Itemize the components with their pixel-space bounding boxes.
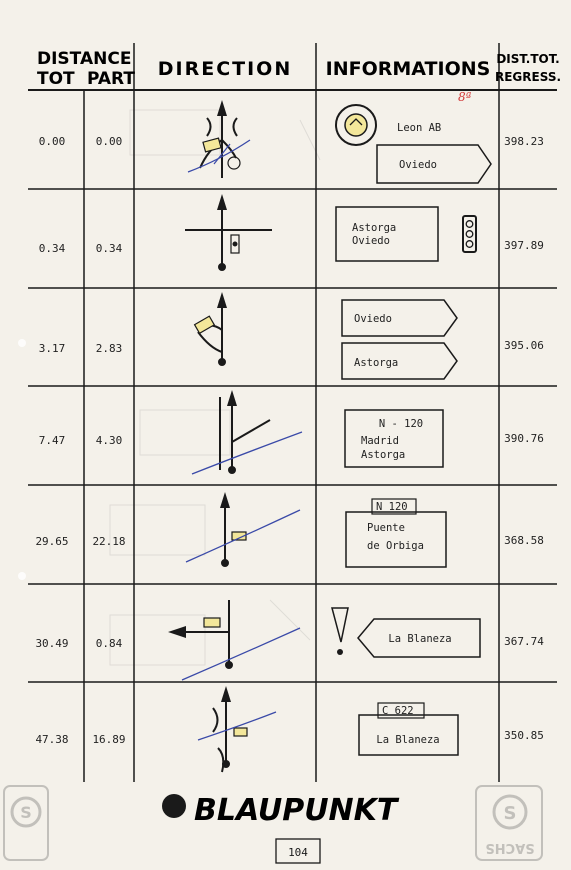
tot-value: 30.49 [35,637,69,650]
tulip-diagram-left-turn [168,600,300,680]
part-value: 0.84 [95,637,123,650]
regress-value: 390.76 [504,432,544,445]
part-value: 0.34 [95,242,123,255]
tot-value: 0.34 [38,242,66,255]
sign-text: C 622 [382,705,414,717]
header-distance: DISTANCE [37,49,132,69]
blaupunkt-logo [162,793,400,828]
table-header [37,49,561,89]
header-informations: INFORMATIONS [325,58,491,80]
sponsor-logo-text: SACHS [485,840,535,855]
regress-value: 350.85 [504,729,544,742]
regress-value: 398.23 [504,135,544,148]
bleed-through [110,110,320,665]
svg-text:S: S [20,803,32,822]
part-value: 22.18 [92,535,126,548]
direction-sign [358,619,480,657]
binder-holes [18,339,26,580]
regress-value: 368.58 [504,534,544,547]
tot-value: 47.38 [35,733,69,746]
table-row [35,492,543,567]
sign-text: de Orbiga [367,540,424,552]
sign-text: N 120 [376,501,408,513]
part-value: 0.00 [95,135,123,148]
traffic-light-icon [463,216,476,252]
sign-text: Leon AB [397,122,442,134]
direction-sign [377,145,491,183]
tulip-diagram-junction [192,390,302,474]
brand-name: BLAUPUNKT [194,793,398,828]
regress-value: 367.74 [504,635,544,648]
page-number: 104 [288,846,308,859]
tulip-diagram-straight [186,492,300,566]
warning-exclamation-icon [332,608,348,655]
table-row [39,100,544,183]
sign-text: N - 120 [378,418,424,430]
tulip-diagram-crossroad [185,194,272,270]
sign-text: La Blaneza [376,734,440,746]
sign-text: Oviedo [352,235,390,247]
part-value: 2.83 [95,342,123,355]
sachs-logo-right [476,786,542,860]
tot-value: 3.17 [38,342,66,355]
regress-value: 397.89 [504,239,544,252]
direction-sign [336,207,438,261]
tot-value: 7.47 [38,434,66,447]
sign-text: Astorga [361,449,406,461]
page-number-box [276,839,320,863]
svg-text:S: S [503,803,517,824]
table-row [35,686,543,772]
sign-text: Oviedo [354,313,392,325]
table-row [39,390,544,474]
header-direction: DIRECTION [157,58,293,80]
table-row [35,600,544,680]
tulip-diagram-roundabout [188,100,250,178]
tulip-diagram-straight-crossing [198,686,276,772]
sign-text: La Blaneza [388,633,452,645]
table-row [39,194,544,270]
direction-sign [342,343,457,379]
header-regress: REGRESS. [494,70,562,84]
roundabout-icon [336,105,376,145]
sign-text: Madrid [361,435,399,447]
sign-text: Puente [367,522,405,534]
sign-text: Oviedo [399,159,437,171]
regress-value: 395.06 [504,339,544,352]
header-dist-tot: DIST.TOT. [496,52,560,66]
direction-sign [342,300,457,336]
sign-text: Astorga [352,222,397,234]
roadbook-table [28,43,560,782]
part-value: 16.89 [92,733,126,746]
handwritten-note: 8ª [458,90,472,104]
tulip-diagram-fork [195,292,227,365]
header-tot: TOT [37,69,75,89]
tot-value: 0.00 [38,135,66,148]
tot-value: 29.65 [35,535,69,548]
direction-sign [345,410,443,467]
table-row [39,292,544,379]
part-value: 4.30 [95,434,123,447]
sign-text: Astorga [354,357,399,369]
direction-sign [359,703,458,755]
header-part: PART [87,69,135,89]
direction-sign [346,499,446,567]
sachs-logo-left [4,786,48,860]
